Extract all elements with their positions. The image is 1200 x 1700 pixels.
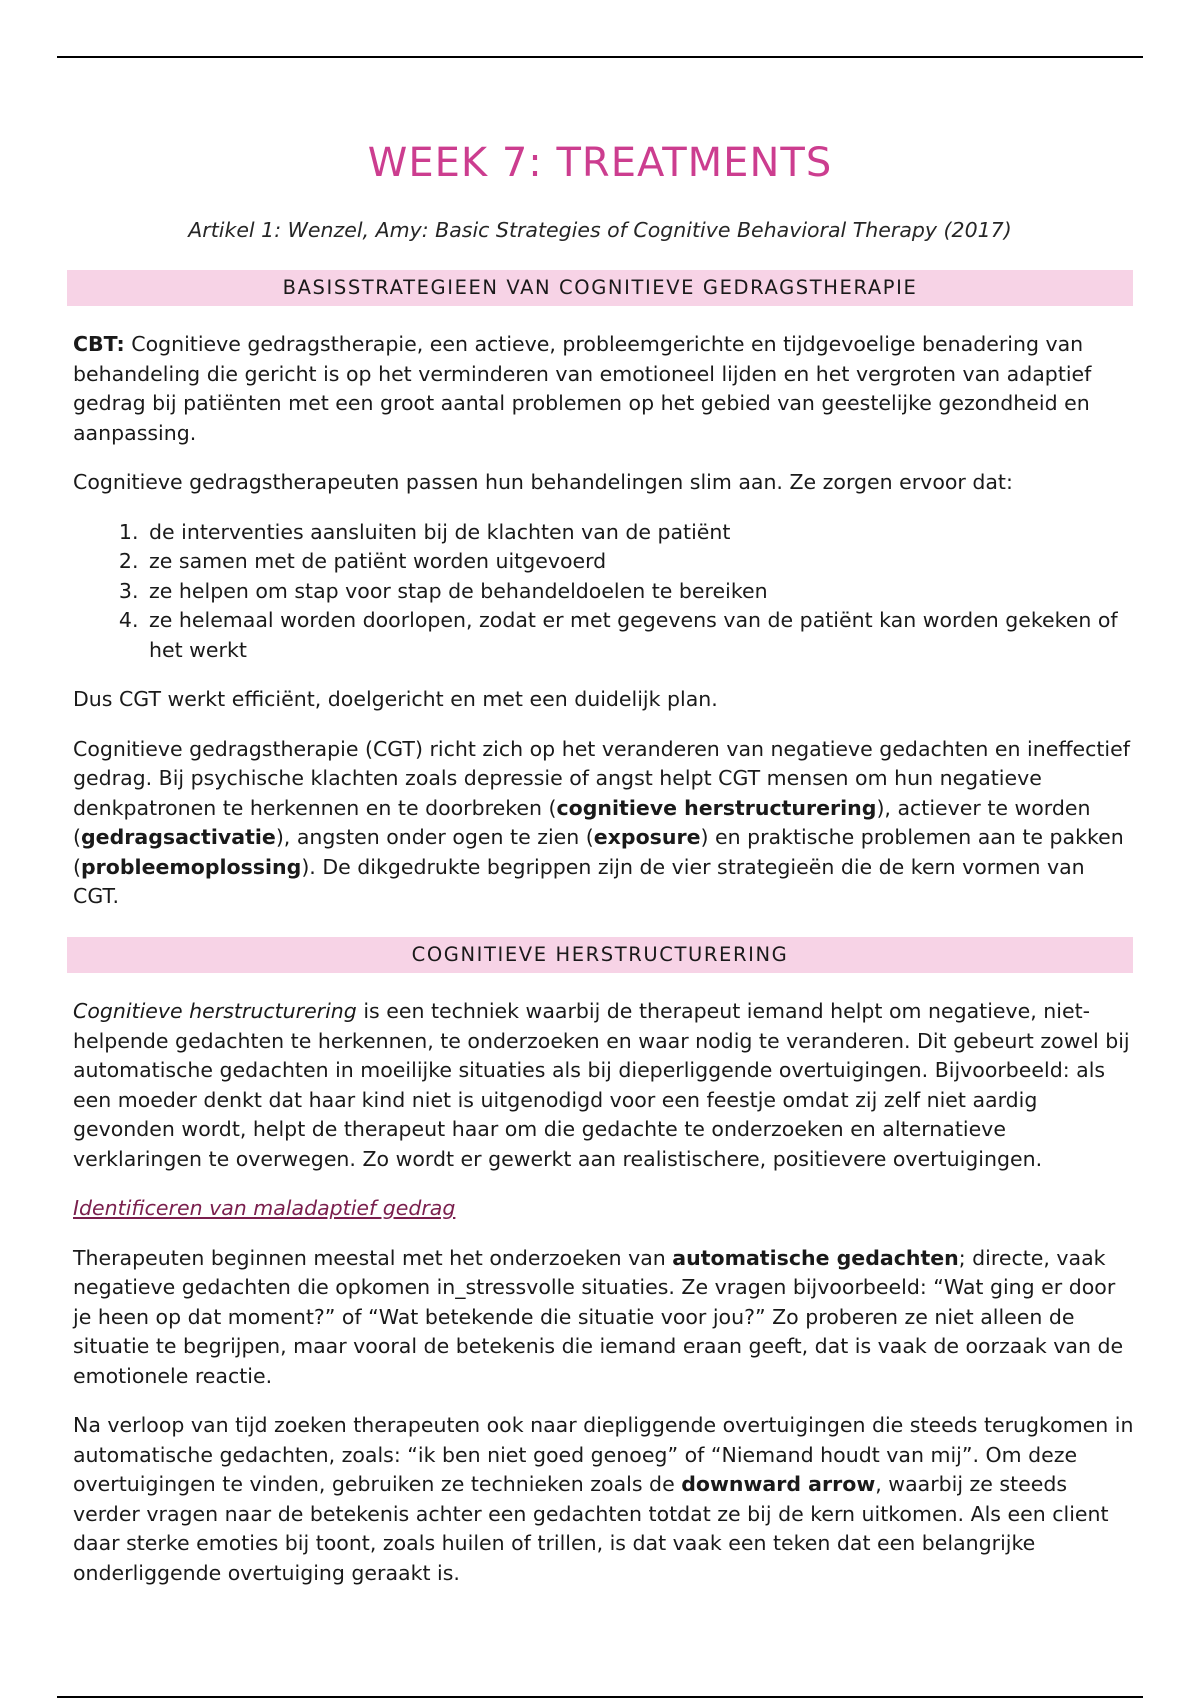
list-item: 3. ze helpen om stap voor stap de behandeldoelen te bereiken: [145, 577, 1135, 607]
text-run: ). De dikgedrukte begrippen zijn de vier strategieën die de kern vormen van CGT.: [73, 854, 1085, 908]
strategy-term: cognitieve herstructurering: [556, 795, 877, 820]
page-title: WEEK 7: TREATMENTS: [367, 140, 833, 186]
bottom-rule: [57, 1696, 1143, 1698]
core-beliefs-paragraph: [73, 1411, 1135, 1588]
section-heading-basisstrategieen: BASISSTRATEGIEEN VAN COGNITIEVE GEDRAGSTHERAPIE: [67, 270, 1133, 306]
text-run: ; directe, vaak negatieve gedachten die opkomen in_stressvolle situaties. Ze vragen bijvoorbeeld: “Wat ging er door je heen op dat moment?” of “Wat betekende die situatie voor jou?” Zo proberen ze niet alleen de situatie te begrijpen, maar vooral de betekenis die iemand eraan geeft, dat is vaak de oorzaak van de emotionele reactie.: [73, 1245, 1124, 1388]
cbt-term: CBT:: [73, 332, 125, 356]
list-item: 1. de interventies aansluiten bij de klachten van de patiënt: [145, 518, 1135, 548]
subheading-identificeren: Identificeren van maladaptief gedrag: [73, 1196, 456, 1220]
strategy-term: gedragsactivatie: [81, 825, 276, 849]
intro-paragraph: Cognitieve gedragstherapeuten passen hun behandelingen slim aan. Ze zorgen ervoor dat:: [73, 470, 1013, 494]
text-run: Na verloop van tijd zoeken therapeuten ook naar diepliggende overtuigingen die steeds terugkomen in automatische gedachten, zoals: “ik ben niet goed genoeg” of “Niemand houdt van mij”. Om deze overtuigingen te vinden, gebruiken ze technieken zoals de: [73, 1413, 1134, 1496]
strategy-term: exposure: [593, 825, 701, 849]
strategy-term: probleemoplossing: [81, 854, 302, 879]
top-rule: [57, 56, 1143, 58]
section-basisstrategieen: [73, 330, 1135, 932]
bold-term: automatische gedachten: [672, 1245, 959, 1270]
herstructurering-paragraph: [73, 997, 1135, 1174]
section-herstructurering: [73, 997, 1135, 1608]
list-item: 2. ze samen met de patiënt worden uitgevoerd: [145, 547, 1135, 577]
strategies-paragraph: [73, 735, 1135, 912]
text-run: ), angsten onder ogen te zien (: [275, 825, 594, 849]
bold-term: downward arrow: [681, 1472, 876, 1496]
text-run: is een techniek waarbij de therapeut iemand helpt om negatieve, niet-helpende gedachten te herkennen, te onderzoeken en waar nodig te veranderen. Dit gebeurt zowel bij automatische gedachten in moeilijke situaties als bij dieperliggende overtuigingen. Bijvoorbeeld: als een moeder denkt dat haar kind niet is uitgenodigd voor een feestje omdat zij zelf niet aardig gevonden wordt, helpt de therapeut haar om die gedachte te onderzoeken en alternatieve verklaringen te overwegen. Zo wordt er gewerkt aan realistischere, positievere overtuigingen.: [73, 999, 1130, 1171]
section-heading-herstructurering: COGNITIEVE HERSTRUCTURERING: [67, 937, 1133, 973]
term-italic: Cognitieve herstructurering: [73, 999, 357, 1023]
text-run: ) en praktische problemen aan te pakken (: [73, 825, 1124, 879]
cbt-definition-paragraph: [73, 330, 1135, 448]
automatic-thoughts-paragraph: [73, 1244, 1135, 1392]
subheading-wrapper: [73, 1194, 1135, 1224]
cbt-definition: Cognitieve gedragstherapie, een actieve, probleemgerichte en tijdgevoelige benadering van behandeling die gericht is op het verminderen van emotioneel lijden en het vergroten van adaptief gedrag bij patiënten met een groot aantal problemen op het gebied van geestelijke gezondheid en aanpassing.: [73, 332, 1092, 445]
article-reference: Artikel 1: Wenzel, Amy: Basic Strategies of Cognitive Behavioral Therapy (2017): [188, 218, 1012, 242]
list-item: 4. ze helemaal worden doorlopen, zodat er met gegevens van de patiënt kan worden gekeken of het werkt: [145, 606, 1135, 665]
text-run: Therapeuten beginnen meestal met het onderzoeken van: [73, 1245, 673, 1270]
intervention-list: [73, 518, 1135, 666]
text-run: Cognitieve gedragstherapie (CGT) richt zich op het veranderen van negatieve gedachten en ineffectief gedrag. Bij psychische klachten zoals depressie of angst helpt CGT mensen om hun negatieve denkpatronen te herkennen en te doorbreken (: [73, 736, 1130, 820]
summary-paragraph: Dus CGT werkt efficiënt, doelgericht en met een duidelijk plan.: [73, 687, 718, 711]
text-run: ), actiever te worden (: [73, 795, 1091, 849]
text-run: , waarbij ze steeds verder vragen naar de betekenis achter een gedachten totdat ze bij de kern uitkomen. Als een client daar sterke emoties bij toont, zoals huilen of trillen, is dat vaak een teken dat een belangrijke onderliggende overtuiging geraakt is.: [73, 1472, 1109, 1585]
